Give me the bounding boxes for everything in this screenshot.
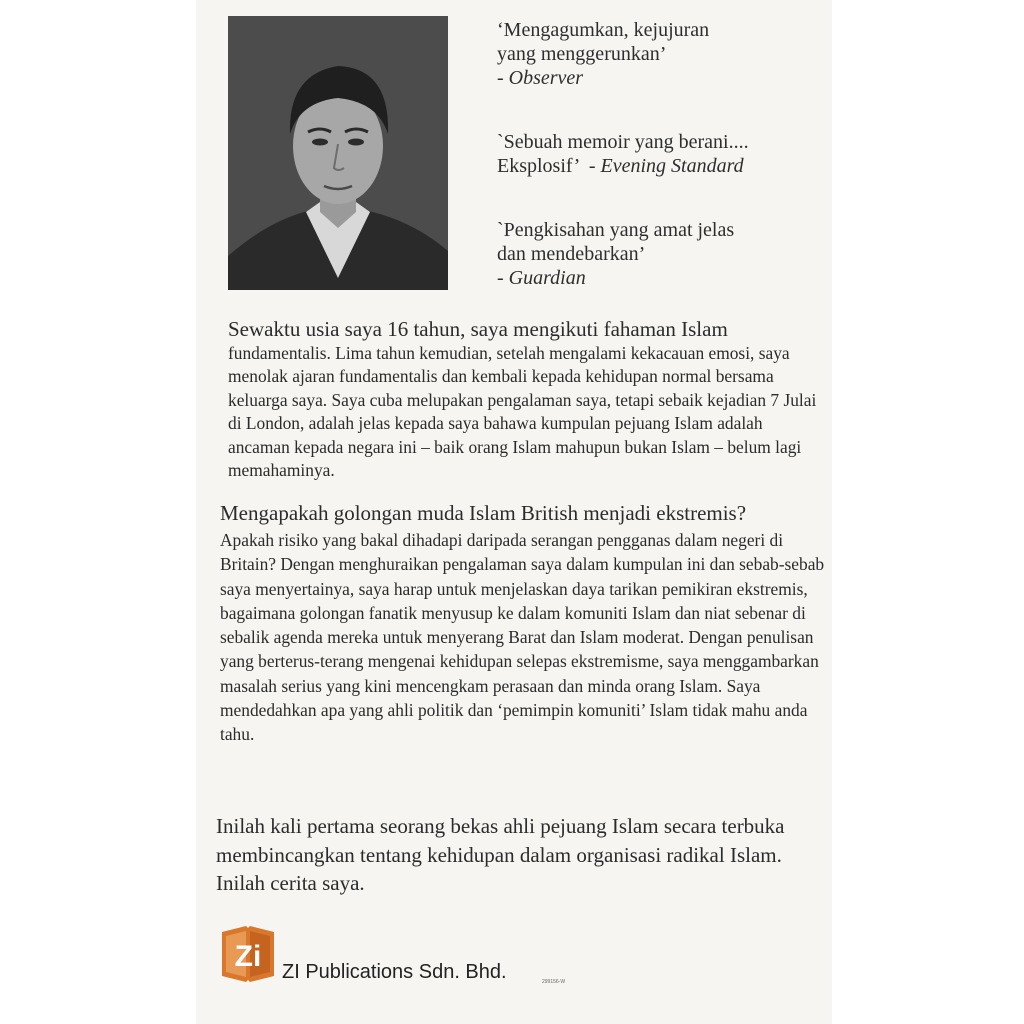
- publisher-imprint: [220, 922, 600, 992]
- quote-source: - Observer: [497, 67, 584, 89]
- quote-text: dan mendebarkan’: [497, 243, 646, 265]
- review-quote: [497, 218, 797, 290]
- blurb-closing: Inilah kali pertama seorang bekas ahli pejuang Islam secara terbuka membincangkan tentang kehidupan dalam organisasi radikal Islam. Inilah cerita saya.: [216, 814, 785, 895]
- author-photo: [228, 16, 448, 290]
- logo-text: Zi: [234, 940, 262, 973]
- blurb-lead-sentence: Sewaktu usia saya 16 tahun, saya mengikuti fahaman Islam: [228, 317, 728, 341]
- publisher-name: ZI Publications Sdn. Bhd.: [282, 961, 507, 983]
- quote-source: - Evening Standard: [588, 155, 744, 177]
- quote-text: yang menggerunkan’: [497, 43, 667, 65]
- blurb-paragraph: Apakah risiko yang bakal dihadapi daripada serangan pengganas dalam negeri di Britain? Dengan menghuraikan pengalaman saya dalam kumpulan ini dan sebab-sebab saya menyertainya, saya harap untuk menjelaskan daya tarikan pemikiran ekstremis, bagaimana golongan fanatik menyusup ke dalam komuniti Islam dan niat sebenar di sebalik agenda mereka untuk menyerang Barat dan Islam moderat. Dengan penulisan yang berterus-terang mengenai kehidupan selepas ekstremisme, saya menggambarkan masalah serius yang kini mencengkam perasaan dan minda orang Islam. Saya mendedahkan apa yang ahli politik dan ‘pemimpin komuniti’ Islam tidak mahu anda tahu.: [220, 530, 825, 745]
- blurb-paragraph: fundamentalis. Lima tahun kemudian, setelah mengalami kekacauan emosi, saya menolak ajaran fundamentalis dan kembali kepada kehidupan normal bersama keluarga saya. Saya cuba melupakan pengalaman saya, tetapi sebaik kejadian 7 Julai di London, adalah jelas kepada saya bahawa kumpulan pejuang Islam adalah ancaman kepada negara ini – baik orang Islam mahupun bukan Islam – belum lagi memahaminya.: [228, 343, 817, 481]
- quote-text: `Sebuah memoir yang berani....: [497, 131, 749, 153]
- quote-source: - Guardian: [497, 267, 586, 289]
- review-quote: [497, 130, 797, 178]
- quote-text: `Pengkisahan yang amat jelas: [497, 219, 735, 241]
- quote-text: Eksplosif’: [497, 155, 579, 177]
- zi-book-logo-icon: [220, 922, 276, 984]
- quote-text: ‘Mengagumkan, kejujuran: [497, 19, 710, 41]
- publisher-reg-no: 299156-W: [542, 979, 566, 985]
- blurb-question: Mengapakah golongan muda Islam British menjadi ekstremis?: [220, 501, 747, 525]
- review-quote: [497, 18, 797, 90]
